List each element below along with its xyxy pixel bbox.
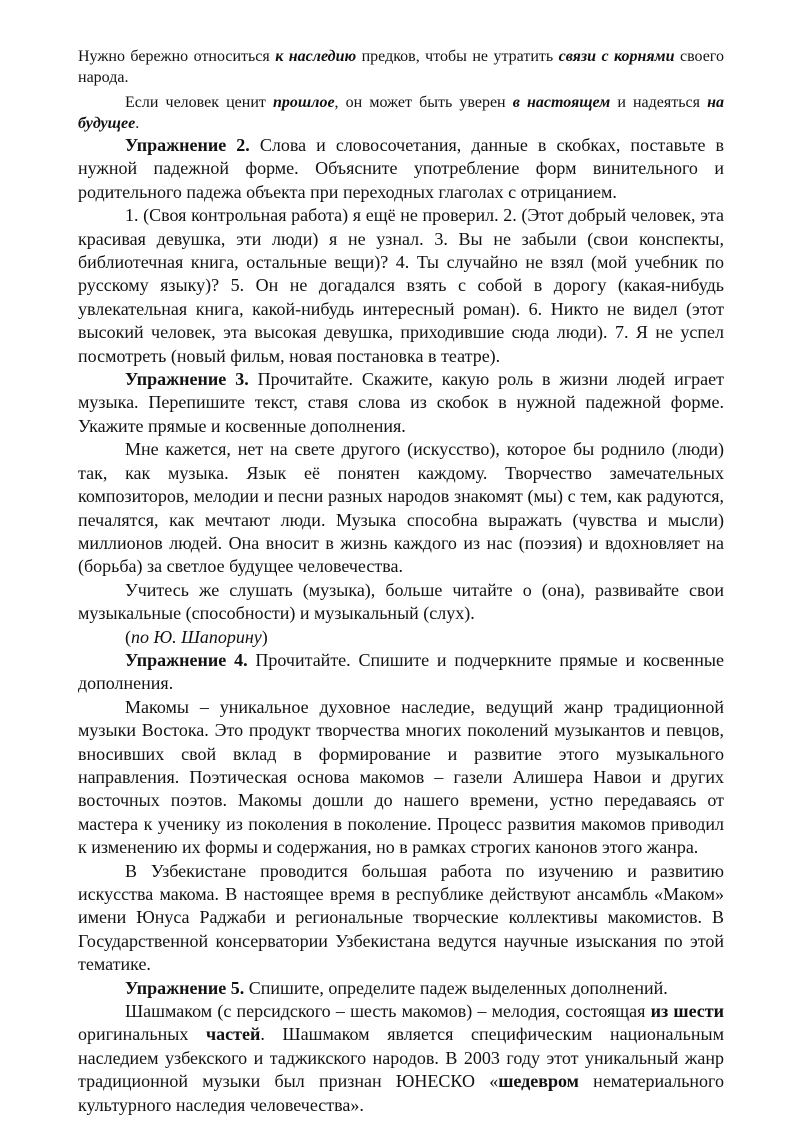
highlighted-object: шедевром	[498, 1071, 579, 1092]
emphasis-text: связи с корнями	[558, 48, 675, 65]
text: нематериального культурного наследия человечества».	[78, 1071, 724, 1115]
exercise-5-task	[78, 977, 724, 1000]
intro-paragraph-2	[78, 92, 724, 134]
exercise-4-paragraph-2: В Узбекистане проводится большая работа по изучению и развитию искусства макома. В настоящее время в республике действуют ансамбль «Маком» имени Юнуса Раджаби и региональные творческие коллективы макомистов. В Государственной консерватории Узбекистана ведутся научные изыскания по этой тематике.	[78, 860, 724, 975]
exercise-2-body: 1. (Своя контрольная работа) я ещё не проверил. 2. (Этот добрый человек, эта красивая девушка, эти люди) я не узнал. 3. Вы не забыли (свои конспекты, библиотечная книга, остальные вещи)? 4. Ты случайно не взял (мой учебник по русскому языку)? 5. Он не догадался взять с собой в дорогу (какая-нибудь увлекательная книга, какой-нибудь интересный роман). 6. Никто не видел (этот высокий человек, эта высокая девушка, приходившие сюда люди). 7. Я не успел посмотреть (новый фильм, новая постановка в театре).	[78, 205, 724, 366]
emphasis-text: прошлое	[273, 94, 335, 111]
exercise-title: Упражнение 5.	[125, 977, 245, 998]
exercise-task-text: Прочитайте. Спишите и подчеркните прямые и косвенные дополнения.	[78, 649, 724, 694]
exercise-task-text: Прочитайте. Скажите, какую роль в жизни людей играет музыка. Перепишите текст, ставя слова из скобок в нужной падежной форме. Укажите прямые и косвенные дополнения.	[78, 369, 724, 436]
text: Если человек ценит	[125, 94, 273, 111]
exercise-task-text: Слова и словосочетания, данные в скобках, поставьте в нужной падежной форме. Объясните употребление форм винительного и родительного падежа объекта при переходных глаголах с отрицанием.	[78, 135, 724, 202]
exercise-5-body	[78, 1000, 724, 1117]
exercise-2-task	[78, 134, 724, 204]
text: оригинальных	[78, 1024, 206, 1045]
paren: )	[261, 626, 268, 647]
exercise-title: Упражнение 4.	[125, 649, 248, 670]
text: Нужно бережно относиться	[78, 48, 276, 65]
highlighted-object: из шести	[650, 1001, 725, 1022]
exercise-3-source	[78, 626, 724, 649]
emphasis-text: в настоящем	[512, 94, 611, 111]
text: . Шашмаком является специфическим национальным наследием узбекского и таджикского народов. В 2003 году этот уникальный жанр традиционной музыки был признан ЮНЕСКО «	[78, 1024, 724, 1092]
exercise-3-paragraph-2: Учитесь же слушать (музыка), больше читайте о (она), развивайте свои музыкальные (способности) и музыкальный (слух).	[78, 579, 724, 624]
exercise-3-paragraph-1: Мне кажется, нет на свете другого (искусство), которое бы роднило (люди) так, как музыка. Язык её понятен каждому. Творчество замечательных композиторов, мелодии и песни разных народов знакомят (мы) с тем, как радуются, печалятся, как мечтают люди. Музыка способна выражать (чувства и мысли) миллионов людей. Она вносит в жизнь каждого из нас (поэзия) и вдохновляет на (борьба) за светлое будущее человечества.	[78, 439, 724, 577]
exercise-title: Упражнение 2.	[125, 135, 250, 155]
exercise-4-task	[78, 649, 724, 696]
emphasis-text: к наследию	[275, 48, 357, 65]
document-page	[78, 46, 724, 1117]
text: и надеяться	[610, 94, 708, 111]
exercise-task-text: Спишите, определите падеж выделенных дополнений.	[244, 977, 668, 998]
text: предков, чтобы не утратить	[356, 48, 559, 65]
text: Шашмаком (с персидского – шесть макомов) – мелодия, состоящая	[125, 1001, 651, 1022]
text: , он может быть уверен	[334, 94, 513, 111]
exercise-3-task	[78, 368, 724, 438]
text: .	[135, 115, 140, 132]
emphasis-text: на будущее	[78, 94, 725, 132]
source-text: по Ю. Шапорину	[131, 626, 262, 647]
intro-paragraph-1	[78, 46, 724, 88]
exercise-4-paragraph-1: Макомы – уникальное духовное наследие, ведущий жанр традиционной музыки Востока. Это продукт творчества многих поколений музыкантов и певцов, вносивших свой вклад в формирование и развитие этого музыкального направления. Поэтическая основа макомов – газели Алишера Навои и других восточных поэтов. Макомы дошли до нашего времени, устно передаваясь от мастера к ученику из поколения в поколение. Процесс развития макомов приводил к изменению их формы и содержания, но в рамках строгих канонов этого жанра.	[78, 696, 724, 858]
highlighted-object: частей	[205, 1024, 261, 1045]
paren: (	[125, 626, 131, 647]
exercise-title: Упражнение 3.	[125, 369, 249, 390]
text: своего народа.	[78, 48, 724, 86]
